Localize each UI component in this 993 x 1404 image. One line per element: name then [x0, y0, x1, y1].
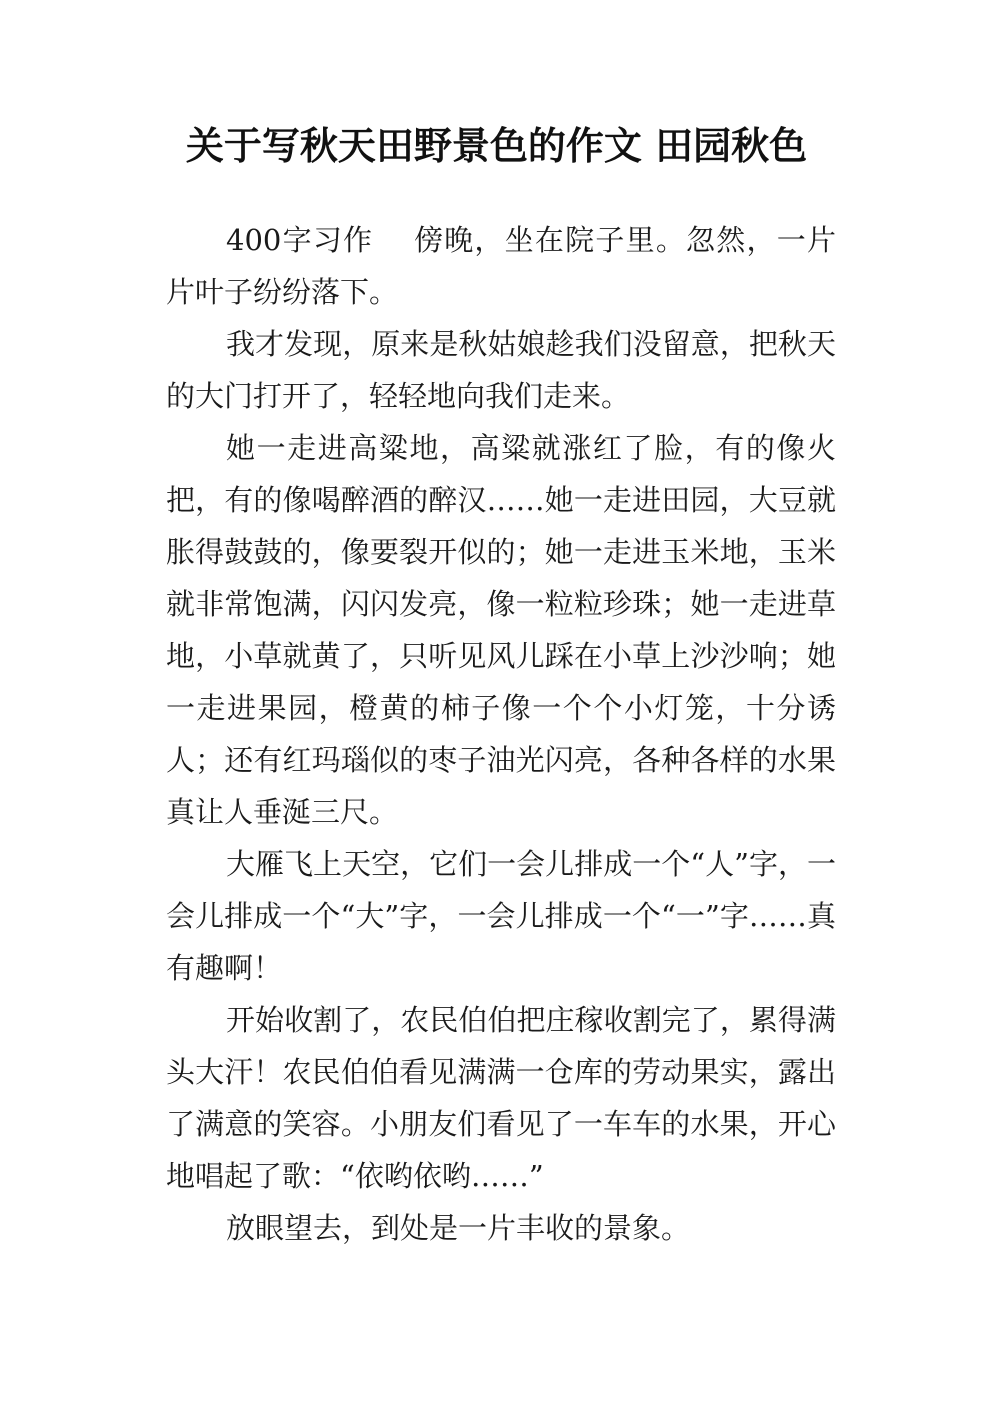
paragraph: 400字习作 傍晚，坐在院子里。忽然，一片片叶子纷纷落下。 — [166, 223, 836, 309]
document-body — [166, 214, 836, 1254]
paragraph: 大雁飞上天空，它们一会儿排成一个“人”字，一会儿排成一个“大”字，一会儿排成一个“一”字……真有趣啊！ — [166, 847, 836, 985]
paragraph: 开始收割了，农民伯伯把庄稼收割完了，累得满头大汗！农民伯伯看见满满一仓库的劳动果实，露出了满意的笑容。小朋友们看见了一车车的水果，开心地唱起了歌：“依哟依哟……” — [166, 1003, 836, 1193]
document-title: 关于写秋天田野景色的作文 田园秋色 — [185, 124, 808, 168]
paragraph: 我才发现，原来是秋姑娘趁我们没留意，把秋天的大门打开了，轻轻地向我们走来。 — [166, 327, 836, 413]
paragraph: 她一走进高粱地，高粱就涨红了脸，有的像火把，有的像喝醉酒的醉汉……她一走进田园，大豆就胀得鼓鼓的，像要裂开似的；她一走进玉米地，玉米就非常饱满，闪闪发亮，像一粒粒珍珠；她一走进草地，小草就黄了，只听见风儿踩在小草上沙沙响；她一走进果园，橙黄的柿子像一个个小灯笼，十分诱人；还有红玛瑙似的枣子油光闪亮，各种各样的水果真让人垂涎三尺。 — [166, 431, 836, 829]
paragraph: 放眼望去，到处是一片丰收的景象。 — [226, 1211, 691, 1245]
